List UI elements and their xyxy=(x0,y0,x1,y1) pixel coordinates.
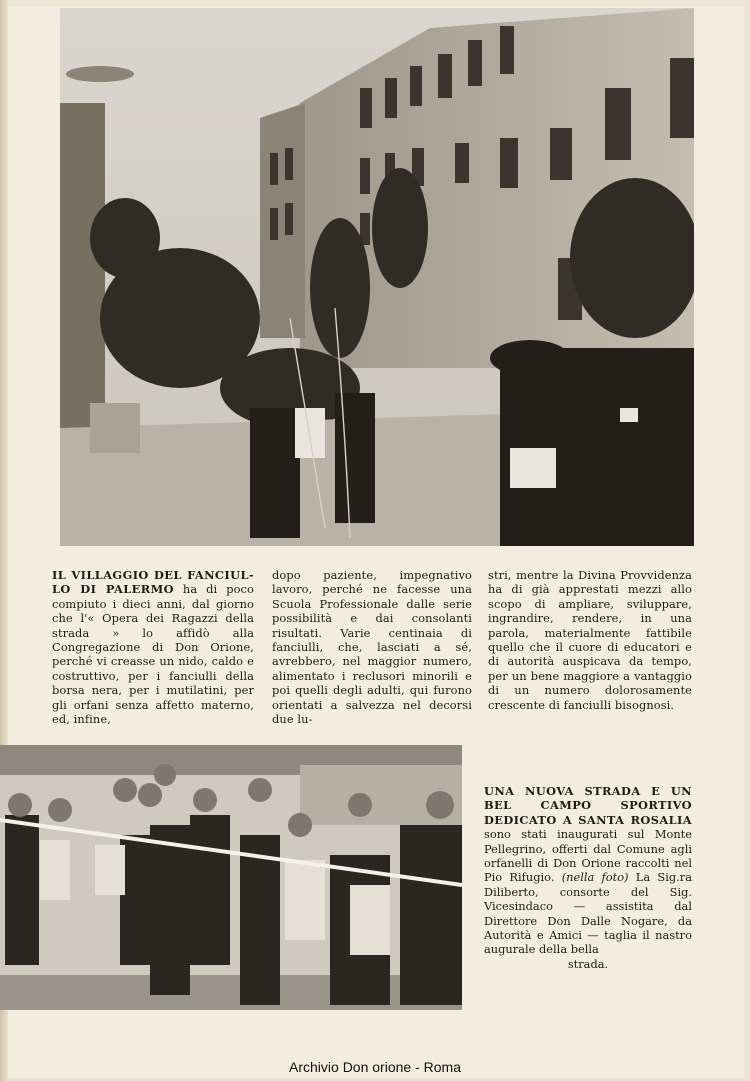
village-building-photo xyxy=(60,8,694,546)
archive-watermark: Archivio Don orione - Roma xyxy=(289,1059,461,1075)
article-col3-text: stri, mentre la Divina Provvidenza ha di già apprestati mezzi allo scopo di ampliare, sviluppare, ingrandire, rendere, in una parola, materialmente fattibile quello che il cuore di educatori e di autorità auspicava da tempo, per un bene maggiore a vantaggio di un numero dolorosamente crescente di fanciulli bisognosi. xyxy=(488,568,692,712)
article-column-3 xyxy=(488,568,692,712)
caption-lead: UNA NUOVA STRADA E UN BEL CAMPO SPORTIVO DEDICATO A SANTA ROSALIA xyxy=(484,784,692,827)
article-col1-text: ha di poco compiuto i dieci anni, dal giorno che l'« Opera dei Ragazzi della strada » lo affidò alla Congregazione di Don Orione, perché vi creasse un nido, caldo e costruttivo, per i fanciulli della borsa nera, per i mutilatini, per gli orfani senza affetto materno, ed, infine, xyxy=(52,582,254,727)
caption-last-line: strada. xyxy=(567,956,609,971)
article-col2-text: dopo paziente, impegnativo lavoro, perché ne facesse una Scuola Professionale dalle serie possibilità e dai consolanti risultati. Varie centinaia di fanciulli, che, lasciati a sé, avrebbero, nel maggior numero, alimentato i reclusori minorili e poi quelli degli adulti, qui furono orientati a salvezza nel decorsi due lu- xyxy=(272,568,472,727)
ribbon-cutting-photo xyxy=(0,745,462,1010)
caption-text-1: sono stati inaugurati sul Monte Pellegrino, offerti dal Comune agli orfanelli di Don Orione raccolti nel Pio Rifugio. xyxy=(484,827,692,885)
caption-text-2: La Sig.ra Diliberto, consorte del Sig. Vicesindaco — assistita dal Direttore Don Dalle Nogare, da Autorità e Amici — taglia il nastro augurale della bella xyxy=(484,870,692,957)
article-column-1 xyxy=(52,568,254,726)
article-column-2 xyxy=(272,568,472,726)
caption-italic: (nella foto) xyxy=(561,870,629,885)
article-lead: IL VILLAGGIO DEL FANCIUL-LO DI PALERMO xyxy=(52,568,254,597)
photo-caption xyxy=(484,784,692,971)
